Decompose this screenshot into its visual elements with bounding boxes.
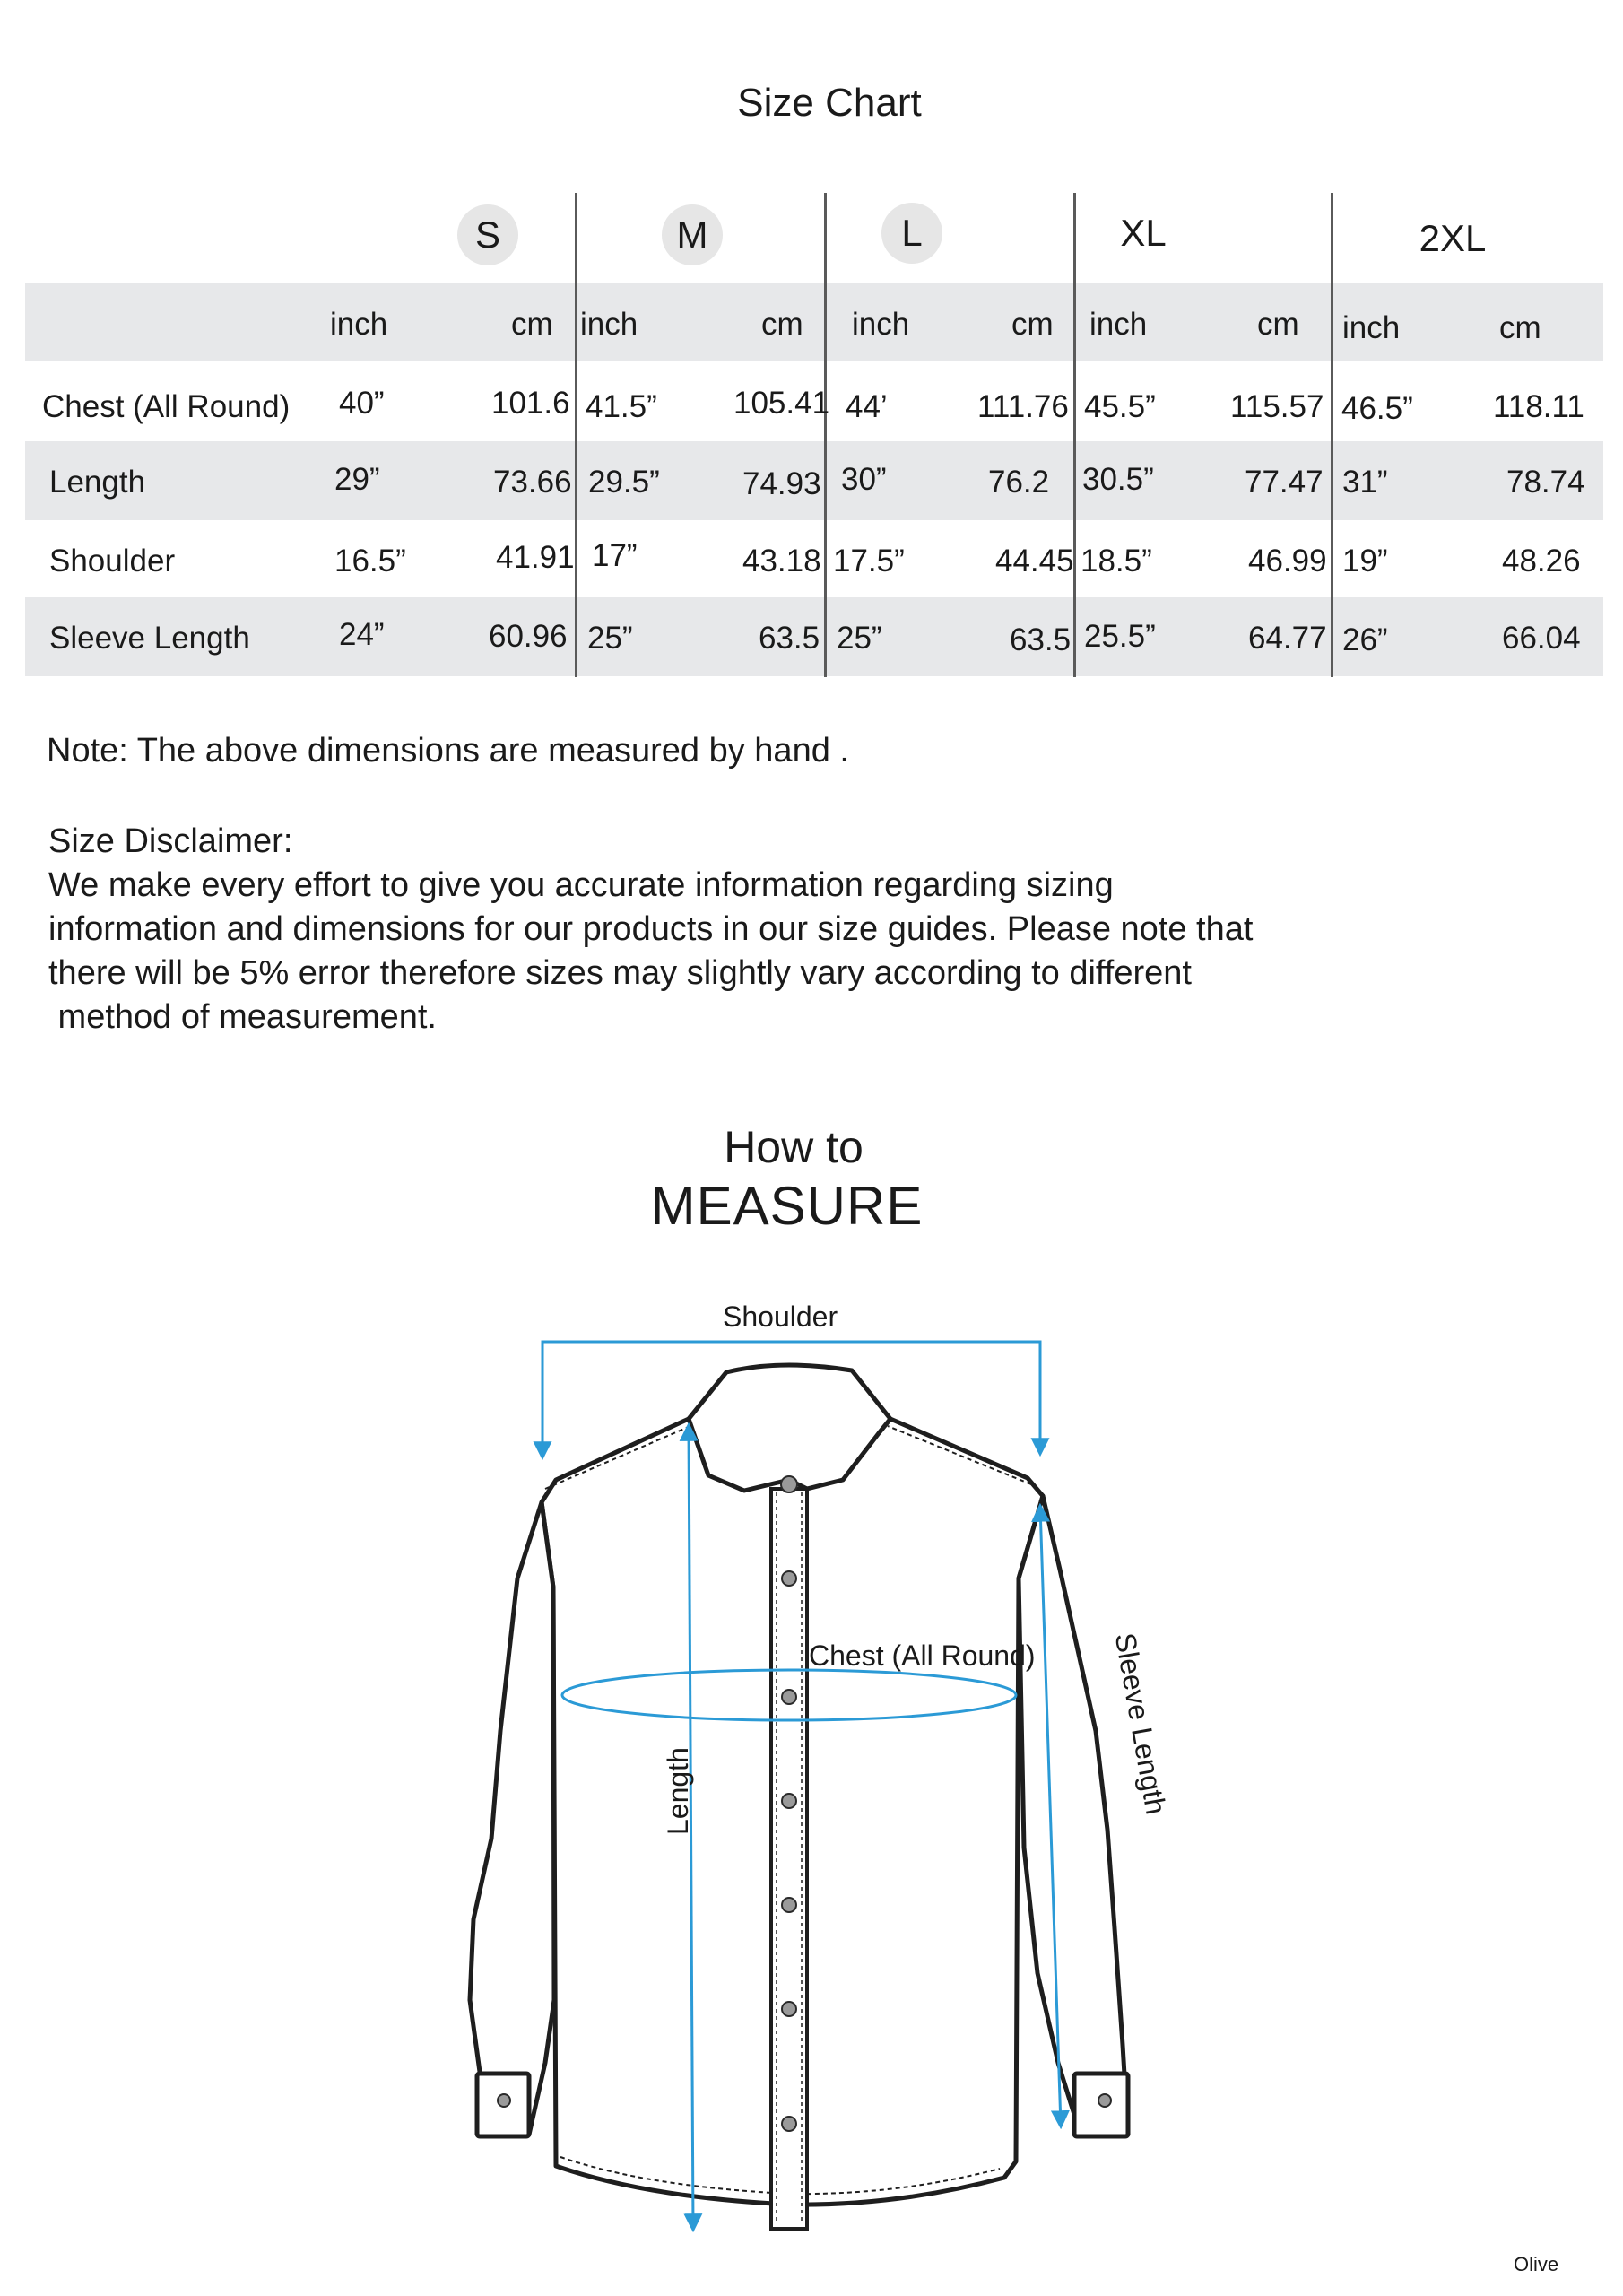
row-label-chest: Chest (All Round): [42, 389, 291, 424]
how-to-heading: How to: [724, 1122, 864, 1172]
table-cell: 40”: [339, 386, 385, 421]
row-label-shoulder: Shoulder: [49, 544, 176, 578]
table-cell: 101.6: [491, 386, 570, 421]
table-cell: 19”: [1342, 544, 1388, 578]
table-cell: 41.91: [496, 540, 575, 575]
length-label: Length: [662, 1747, 694, 1835]
column-separator: [1331, 193, 1333, 677]
table-cell: 73.66: [493, 465, 572, 500]
disclaimer-line: method of measurement.: [48, 998, 437, 1036]
unit-cm-m: cm: [761, 307, 803, 342]
table-cell: 63.5: [1010, 622, 1072, 657]
table-cell: 18.5”: [1081, 544, 1152, 578]
table-cell: 63.5: [759, 621, 820, 656]
table-cell: 30”: [841, 462, 887, 497]
table-cell: 115.57: [1230, 389, 1324, 424]
table-cell: 41.5”: [586, 389, 657, 424]
size-xl-label: XL: [1120, 212, 1167, 254]
shoulder-label: Shoulder: [723, 1300, 838, 1333]
table-cell: 111.76: [977, 389, 1069, 424]
table-cell: 24”: [339, 617, 385, 652]
table-cell: 44.45: [995, 544, 1074, 578]
disclaimer-line: information and dimensions for our products in our size guides. Please note that: [48, 910, 1254, 948]
table-cell: 76.2: [988, 465, 1050, 500]
size-2xl-label: 2XL: [1419, 217, 1487, 259]
row-label-sleeve-length: Sleeve Length: [49, 621, 250, 656]
unit-inch-l: inch: [852, 307, 910, 342]
table-cell: 29.5”: [588, 465, 660, 500]
table-cell: 46.99: [1248, 544, 1327, 578]
disclaimer-heading: Size Disclaimer:: [48, 822, 293, 860]
table-cell: 29”: [334, 462, 380, 497]
table-cell: 77.47: [1245, 465, 1324, 500]
table-cell: 25”: [837, 621, 882, 656]
unit-inch-xl: inch: [1089, 307, 1148, 342]
column-separator: [824, 193, 827, 677]
measure-heading: MEASURE: [650, 1176, 924, 1236]
table-cell: 30.5”: [1082, 462, 1154, 497]
table-cell: 43.18: [742, 544, 821, 578]
size-s-badge: S: [457, 204, 518, 265]
table-cell: 46.5”: [1341, 391, 1413, 426]
disclaimer-line: We make every effort to give you accurate information regarding sizing: [48, 866, 1114, 904]
chart-title: Size Chart: [737, 81, 922, 125]
chest-label: Chest (All Round): [809, 1639, 1036, 1672]
disclaimer-line: there will be 5% error therefore sizes may slightly vary according to different: [48, 954, 1192, 992]
table-cell: 78.74: [1506, 465, 1585, 500]
unit-inch-s: inch: [330, 307, 388, 342]
unit-cm-xl: cm: [1257, 307, 1299, 342]
footer-tag: Olive: [1514, 2253, 1559, 2275]
table-cell: 26”: [1342, 622, 1388, 657]
table-cell: 60.96: [489, 619, 568, 654]
shirt-diagram: [0, 1292, 1623, 2260]
unit-cm-s: cm: [511, 307, 553, 342]
table-cell: 25”: [587, 621, 633, 656]
column-separator: [1073, 193, 1076, 677]
table-cell: 25.5”: [1084, 619, 1156, 654]
table-cell: 45.5”: [1084, 389, 1156, 424]
table-cell: 17.5”: [833, 544, 905, 578]
sleeve-length-label: Sleeve Length: [1108, 1631, 1173, 1817]
size-m-badge: M: [662, 204, 723, 265]
table-cell: 64.77: [1248, 621, 1327, 656]
measurement-note: Note: The above dimensions are measured by hand .: [47, 732, 849, 770]
table-cell: 31”: [1342, 465, 1388, 500]
size-l-badge: L: [881, 203, 942, 264]
column-separator: [575, 193, 577, 677]
table-cell: 16.5”: [334, 544, 406, 578]
unit-inch-m: inch: [580, 307, 638, 342]
table-cell: 105.41: [733, 386, 830, 421]
table-cell: 48.26: [1502, 544, 1581, 578]
table-cell: 66.04: [1502, 621, 1581, 656]
table-cell: 44’: [846, 389, 888, 424]
unit-cm-l: cm: [1011, 307, 1054, 342]
unit-inch-2xl: inch: [1342, 310, 1401, 345]
table-cell: 17”: [592, 538, 638, 573]
row-label-length: Length: [49, 465, 146, 500]
table-cell: 118.11: [1493, 389, 1584, 424]
unit-cm-2xl: cm: [1499, 310, 1541, 345]
table-cell: 74.93: [742, 466, 821, 501]
